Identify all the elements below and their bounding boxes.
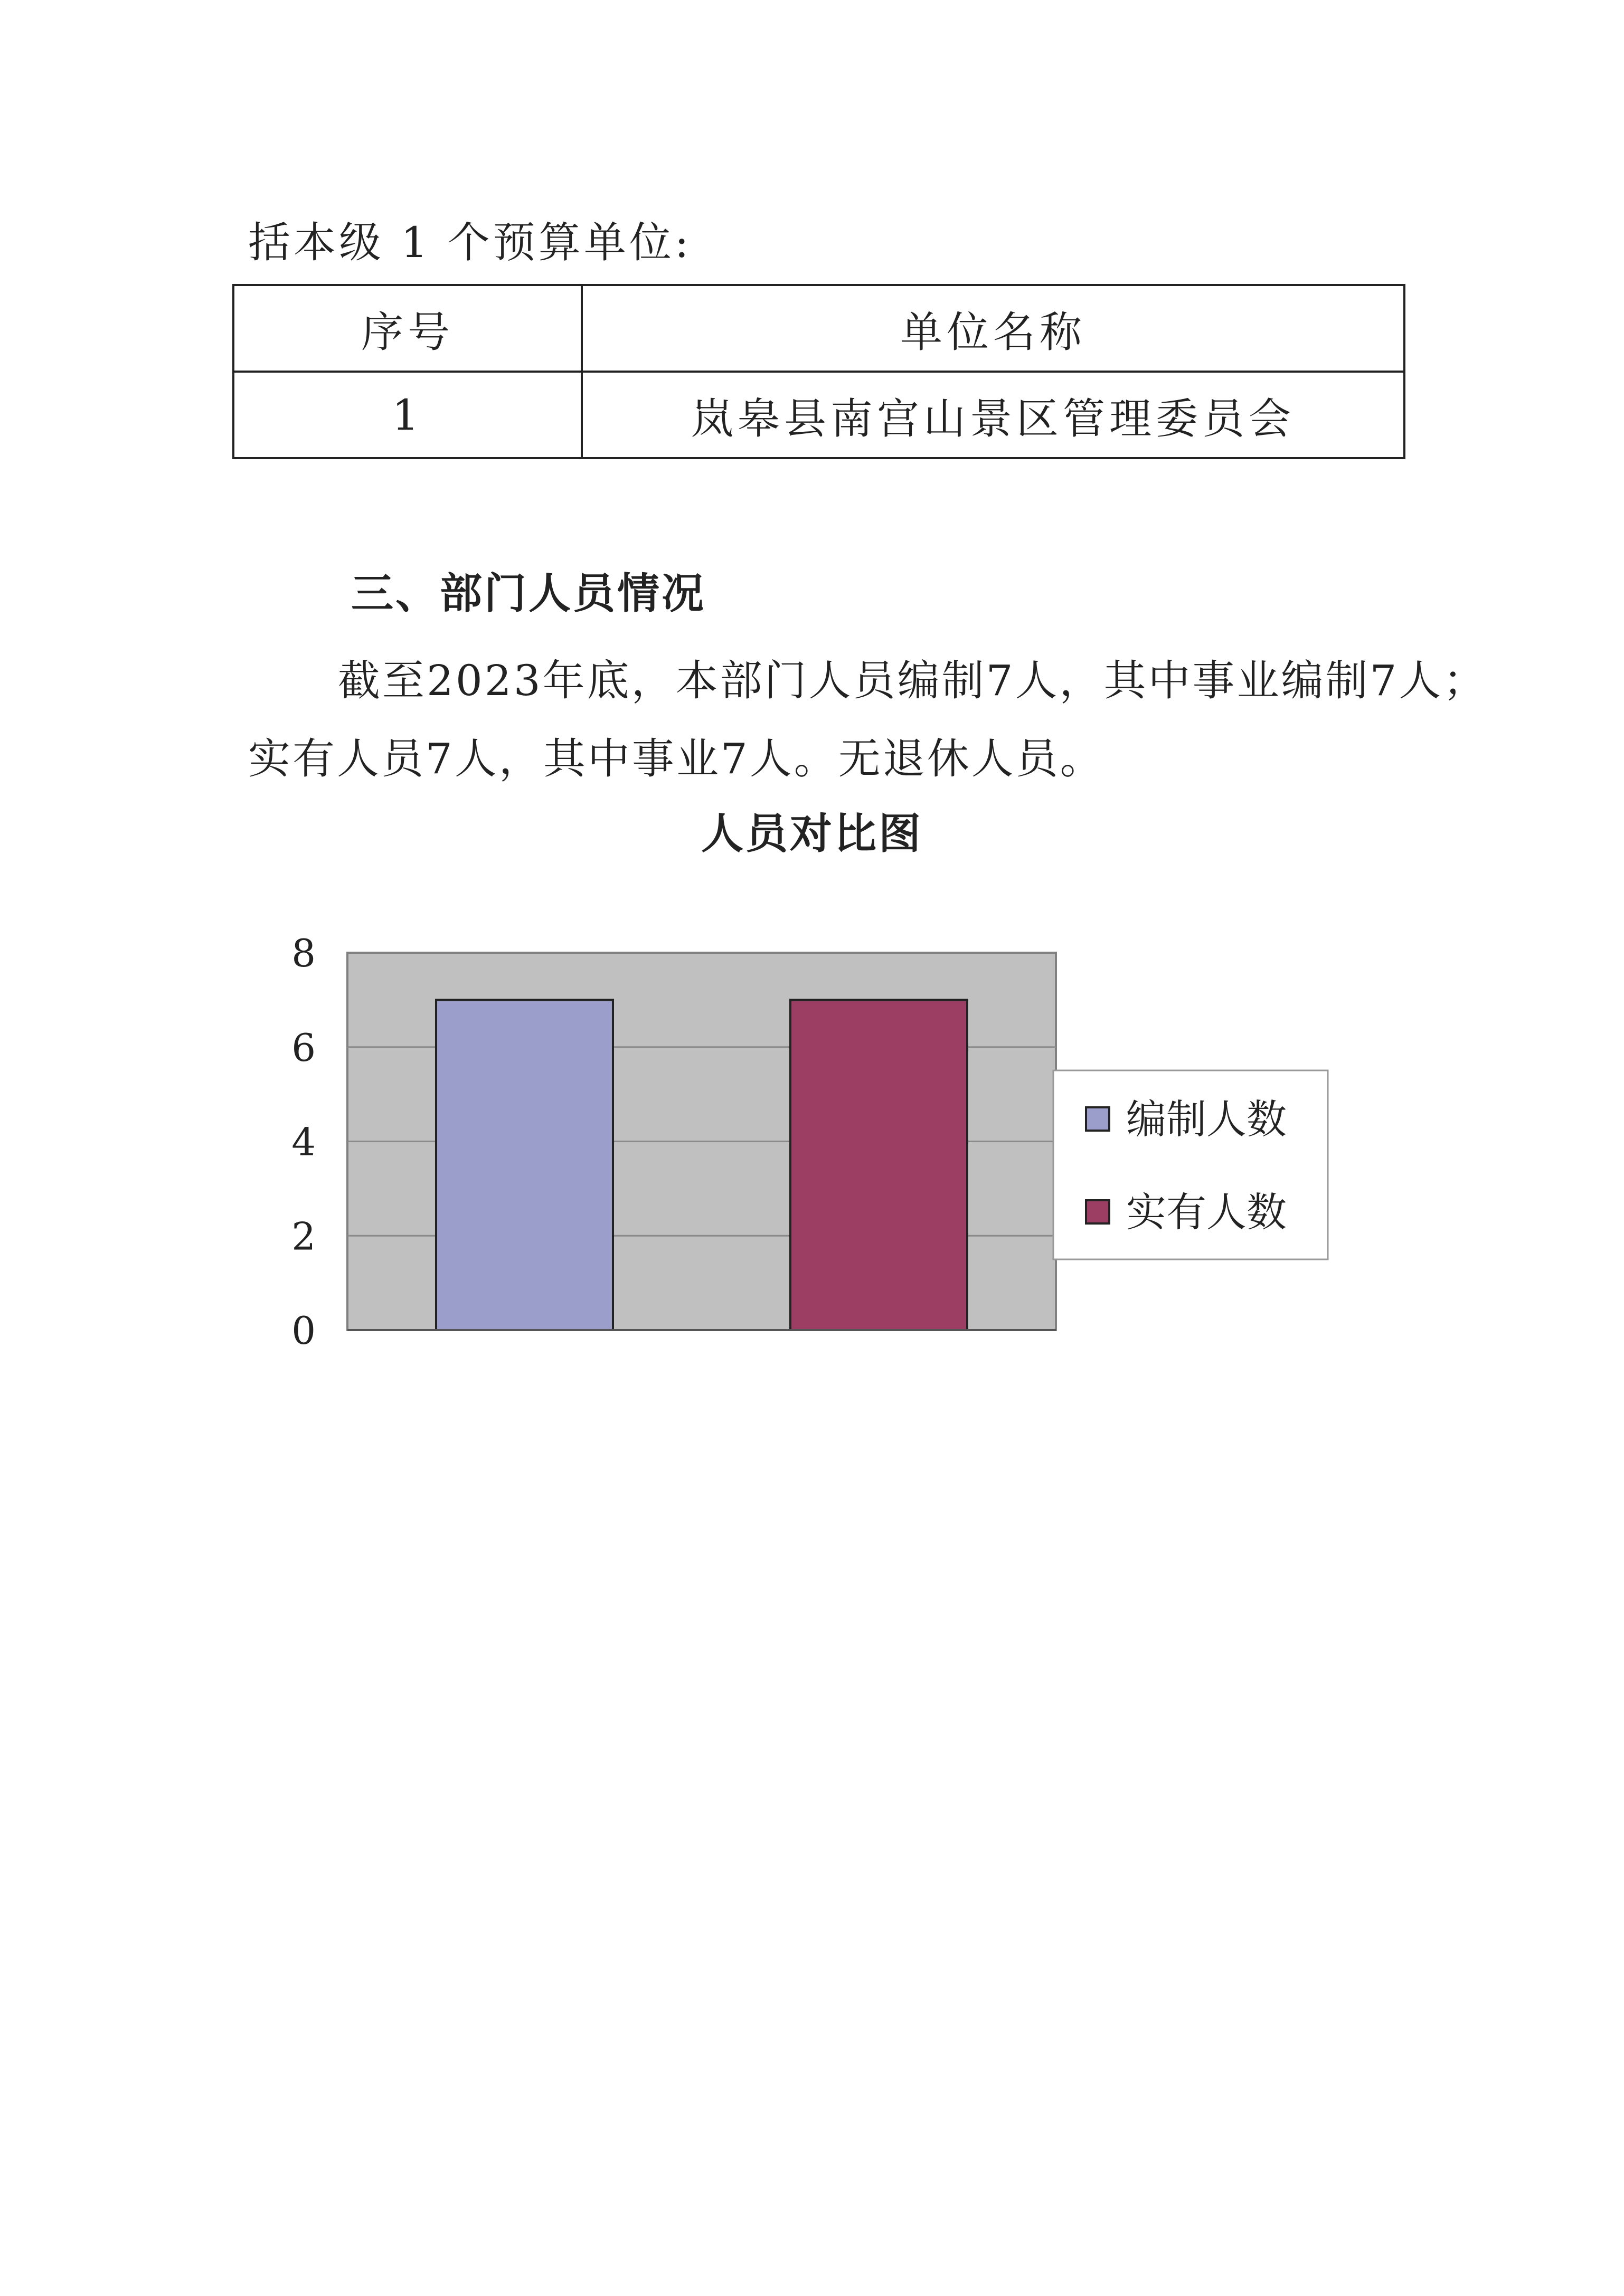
section-heading: 三、部门人员情况 xyxy=(351,569,706,618)
bar xyxy=(436,1000,613,1330)
y-tick-label: 2 xyxy=(291,1214,316,1259)
y-tick-label: 0 xyxy=(291,1308,316,1353)
legend-swatch xyxy=(1086,1107,1109,1131)
y-tick-label: 6 xyxy=(291,1025,316,1070)
bar xyxy=(790,1000,967,1330)
legend-swatch xyxy=(1086,1200,1109,1223)
table-cell: 1 xyxy=(233,372,582,458)
paragraph-line: 实有人员7人，其中事业7人。无退休人员。 xyxy=(248,734,1104,783)
chart-title: 人员对比图 xyxy=(701,809,923,858)
intro-line: 括本级 1 个预算单位: xyxy=(248,218,692,267)
legend-label: 编制人数 xyxy=(1126,1096,1287,1143)
table-cell: 岚皋县南宫山景区管理委员会 xyxy=(582,372,1404,458)
y-tick-label: 8 xyxy=(291,931,316,975)
table-header-cell: 单位名称 xyxy=(582,285,1404,372)
paragraph-line: 截至2023年底，本部门人员编制7人，其中事业编制7人； xyxy=(338,656,1488,705)
legend-label: 实有人数 xyxy=(1126,1189,1287,1236)
y-tick-label: 4 xyxy=(291,1119,316,1164)
table-header-cell: 序号 xyxy=(233,285,582,372)
